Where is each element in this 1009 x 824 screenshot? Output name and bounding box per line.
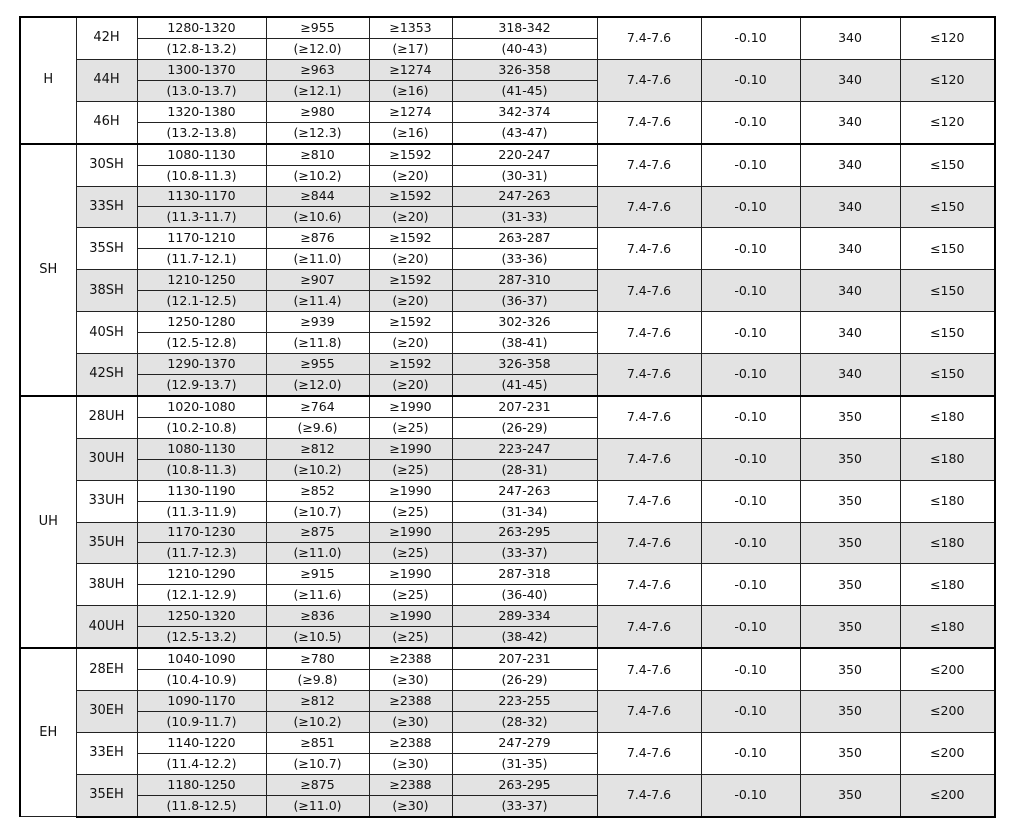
bhmax-mgoe-cell: (38-42) (452, 627, 597, 648)
table-row (20, 774, 995, 795)
bhmax-mgoe-cell: (36-37) (452, 291, 597, 312)
hcj-cell: ≥1592 (369, 186, 452, 207)
hcj-koe-cell: (≥30) (369, 753, 452, 774)
br-cell: 1300-1370 (137, 59, 266, 80)
grade-cell: 38SH (76, 270, 137, 312)
density-cell: 7.4-7.6 (597, 606, 701, 648)
density-cell: 7.4-7.6 (597, 438, 701, 480)
temperature-cell: 350 (800, 438, 900, 480)
density-cell: 7.4-7.6 (597, 480, 701, 522)
density-cell: 7.4-7.6 (597, 17, 701, 59)
hcb-koe-cell: (≥10.2) (266, 711, 369, 732)
bhmax-mgoe-cell: (41-45) (452, 80, 597, 101)
temperature-cell: 350 (800, 648, 900, 690)
hcj-koe-cell: (≥20) (369, 374, 452, 395)
magnet-grade-table (19, 16, 996, 818)
table-row (20, 186, 995, 207)
grade-cell: 42SH (76, 354, 137, 396)
hcb-cell: ≥844 (266, 186, 369, 207)
bhmax-cell: 223-255 (452, 691, 597, 712)
max-temp-cell: ≤150 (900, 354, 995, 396)
hcb-koe-cell: (≥11.0) (266, 249, 369, 270)
max-temp-cell: ≤150 (900, 228, 995, 270)
hcj-koe-cell: (≥20) (369, 291, 452, 312)
br-cell: 1280-1320 (137, 17, 266, 38)
br-cell: 1090-1170 (137, 691, 266, 712)
br-cell: 1130-1170 (137, 186, 266, 207)
coefficient-cell: -0.10 (701, 564, 800, 606)
bhmax-mgoe-cell: (36-40) (452, 585, 597, 606)
table-row (20, 144, 995, 165)
hcj-koe-cell: (≥30) (369, 711, 452, 732)
br-kgs-cell: (12.8-13.2) (137, 38, 266, 59)
grade-cell: 38UH (76, 564, 137, 606)
hcb-koe-cell: (≥10.2) (266, 165, 369, 186)
max-temp-cell: ≤120 (900, 59, 995, 101)
br-kgs-cell: (10.4-10.9) (137, 670, 266, 691)
max-temp-cell: ≤150 (900, 144, 995, 186)
hcj-cell: ≥1592 (369, 144, 452, 165)
hcb-cell: ≥780 (266, 648, 369, 669)
grade-cell: 35SH (76, 228, 137, 270)
density-cell: 7.4-7.6 (597, 312, 701, 354)
hcb-cell: ≥875 (266, 774, 369, 795)
density-cell: 7.4-7.6 (597, 691, 701, 733)
temperature-cell: 350 (800, 774, 900, 816)
bhmax-mgoe-cell: (38-41) (452, 333, 597, 354)
bhmax-mgoe-cell: (28-31) (452, 459, 597, 480)
hcj-koe-cell: (≥20) (369, 207, 452, 228)
coefficient-cell: -0.10 (701, 59, 800, 101)
hcb-cell: ≥875 (266, 522, 369, 543)
br-kgs-cell: (11.3-11.9) (137, 501, 266, 522)
br-cell: 1040-1090 (137, 648, 266, 669)
hcj-cell: ≥1990 (369, 396, 452, 417)
temperature-cell: 340 (800, 59, 900, 101)
hcb-koe-cell: (≥11.4) (266, 291, 369, 312)
hcj-cell: ≥1274 (369, 101, 452, 122)
hcj-koe-cell: (≥17) (369, 38, 452, 59)
hcj-koe-cell: (≥25) (369, 585, 452, 606)
br-cell: 1130-1190 (137, 480, 266, 501)
bhmax-cell: 342-374 (452, 101, 597, 122)
hcj-koe-cell: (≥30) (369, 795, 452, 816)
table-row (20, 59, 995, 80)
coefficient-cell: -0.10 (701, 101, 800, 143)
grade-cell: 35UH (76, 522, 137, 564)
coefficient-cell: -0.10 (701, 691, 800, 733)
grade-cell: 28EH (76, 648, 137, 690)
table-body (20, 17, 995, 817)
max-temp-cell: ≤180 (900, 438, 995, 480)
temperature-cell: 350 (800, 480, 900, 522)
max-temp-cell: ≤200 (900, 774, 995, 816)
table-row (20, 480, 995, 501)
bhmax-cell: 263-295 (452, 522, 597, 543)
hcb-cell: ≥851 (266, 732, 369, 753)
table-row (20, 438, 995, 459)
temperature-cell: 350 (800, 691, 900, 733)
grade-cell: 30UH (76, 438, 137, 480)
hcb-cell: ≥812 (266, 691, 369, 712)
hcj-koe-cell: (≥16) (369, 80, 452, 101)
max-temp-cell: ≤200 (900, 648, 995, 690)
coefficient-cell: -0.10 (701, 438, 800, 480)
bhmax-mgoe-cell: (28-32) (452, 711, 597, 732)
hcj-koe-cell: (≥25) (369, 417, 452, 438)
coefficient-cell: -0.10 (701, 228, 800, 270)
bhmax-cell: 318-342 (452, 17, 597, 38)
hcj-cell: ≥1990 (369, 564, 452, 585)
bhmax-cell: 207-231 (452, 396, 597, 417)
density-cell: 7.4-7.6 (597, 270, 701, 312)
coefficient-cell: -0.10 (701, 312, 800, 354)
coefficient-cell: -0.10 (701, 354, 800, 396)
coefficient-cell: -0.10 (701, 732, 800, 774)
bhmax-cell: 263-295 (452, 774, 597, 795)
temperature-cell: 340 (800, 228, 900, 270)
density-cell: 7.4-7.6 (597, 59, 701, 101)
temperature-cell: 340 (800, 186, 900, 228)
hcb-koe-cell: (≥10.7) (266, 753, 369, 774)
table-row (20, 354, 995, 375)
table-row (20, 228, 995, 249)
temperature-cell: 350 (800, 522, 900, 564)
br-kgs-cell: (11.3-11.7) (137, 207, 266, 228)
hcj-cell: ≥2388 (369, 648, 452, 669)
temperature-cell: 340 (800, 312, 900, 354)
hcb-koe-cell: (≥11.8) (266, 333, 369, 354)
coefficient-cell: -0.10 (701, 648, 800, 690)
max-temp-cell: ≤120 (900, 101, 995, 143)
grade-cell: 44H (76, 59, 137, 101)
coefficient-cell: -0.10 (701, 396, 800, 438)
br-kgs-cell: (12.1-12.9) (137, 585, 266, 606)
br-kgs-cell: (13.2-13.8) (137, 122, 266, 143)
coefficient-cell: -0.10 (701, 144, 800, 186)
br-cell: 1320-1380 (137, 101, 266, 122)
table-row (20, 522, 995, 543)
br-cell: 1250-1320 (137, 606, 266, 627)
br-cell: 1170-1210 (137, 228, 266, 249)
grade-cell: 30SH (76, 144, 137, 186)
br-kgs-cell: (11.7-12.1) (137, 249, 266, 270)
hcj-cell: ≥1990 (369, 480, 452, 501)
table-row (20, 564, 995, 585)
grade-cell: 28UH (76, 396, 137, 438)
bhmax-mgoe-cell: (40-43) (452, 38, 597, 59)
br-kgs-cell: (12.1-12.5) (137, 291, 266, 312)
bhmax-cell: 326-358 (452, 59, 597, 80)
hcj-koe-cell: (≥25) (369, 501, 452, 522)
br-kgs-cell: (11.4-12.2) (137, 753, 266, 774)
br-cell: 1140-1220 (137, 732, 266, 753)
hcb-koe-cell: (≥12.1) (266, 80, 369, 101)
bhmax-mgoe-cell: (43-47) (452, 122, 597, 143)
series-label: SH (20, 144, 76, 396)
bhmax-mgoe-cell: (30-31) (452, 165, 597, 186)
hcb-cell: ≥980 (266, 101, 369, 122)
density-cell: 7.4-7.6 (597, 564, 701, 606)
max-temp-cell: ≤150 (900, 312, 995, 354)
coefficient-cell: -0.10 (701, 522, 800, 564)
hcj-cell: ≥1592 (369, 354, 452, 375)
hcb-koe-cell: (≥9.8) (266, 670, 369, 691)
grade-cell: 33SH (76, 186, 137, 228)
series-label: EH (20, 648, 76, 817)
bhmax-cell: 302-326 (452, 312, 597, 333)
hcb-koe-cell: (≥11.6) (266, 585, 369, 606)
max-temp-cell: ≤180 (900, 606, 995, 648)
bhmax-cell: 287-318 (452, 564, 597, 585)
bhmax-cell: 247-263 (452, 480, 597, 501)
hcb-koe-cell: (≥10.6) (266, 207, 369, 228)
coefficient-cell: -0.10 (701, 606, 800, 648)
hcb-koe-cell: (≥11.0) (266, 543, 369, 564)
bhmax-cell: 263-287 (452, 228, 597, 249)
bhmax-mgoe-cell: (31-35) (452, 753, 597, 774)
temperature-cell: 340 (800, 17, 900, 59)
hcj-koe-cell: (≥30) (369, 670, 452, 691)
grade-cell: 35EH (76, 774, 137, 816)
hcb-cell: ≥812 (266, 438, 369, 459)
br-cell: 1180-1250 (137, 774, 266, 795)
br-kgs-cell: (10.8-11.3) (137, 459, 266, 480)
br-kgs-cell: (12.5-12.8) (137, 333, 266, 354)
hcj-cell: ≥2388 (369, 774, 452, 795)
hcb-cell: ≥963 (266, 59, 369, 80)
hcb-koe-cell: (≥12.3) (266, 122, 369, 143)
max-temp-cell: ≤180 (900, 396, 995, 438)
bhmax-cell: 326-358 (452, 354, 597, 375)
density-cell: 7.4-7.6 (597, 396, 701, 438)
bhmax-mgoe-cell: (41-45) (452, 374, 597, 395)
bhmax-cell: 289-334 (452, 606, 597, 627)
grade-cell: 40SH (76, 312, 137, 354)
hcj-cell: ≥1592 (369, 312, 452, 333)
coefficient-cell: -0.10 (701, 186, 800, 228)
hcb-cell: ≥955 (266, 354, 369, 375)
grade-cell: 30EH (76, 691, 137, 733)
hcj-koe-cell: (≥20) (369, 165, 452, 186)
max-temp-cell: ≤180 (900, 480, 995, 522)
temperature-cell: 340 (800, 354, 900, 396)
temperature-cell: 350 (800, 732, 900, 774)
max-temp-cell: ≤150 (900, 186, 995, 228)
density-cell: 7.4-7.6 (597, 101, 701, 143)
hcb-koe-cell: (≥10.2) (266, 459, 369, 480)
temperature-cell: 350 (800, 606, 900, 648)
bhmax-cell: 223-247 (452, 438, 597, 459)
temperature-cell: 350 (800, 564, 900, 606)
max-temp-cell: ≤180 (900, 564, 995, 606)
hcj-cell: ≥1990 (369, 522, 452, 543)
hcj-cell: ≥1274 (369, 59, 452, 80)
grade-cell: 33EH (76, 732, 137, 774)
temperature-cell: 340 (800, 270, 900, 312)
br-cell: 1210-1250 (137, 270, 266, 291)
hcb-koe-cell: (≥9.6) (266, 417, 369, 438)
hcj-cell: ≥1592 (369, 228, 452, 249)
density-cell: 7.4-7.6 (597, 186, 701, 228)
table-row (20, 312, 995, 333)
hcj-cell: ≥1990 (369, 438, 452, 459)
hcj-cell: ≥1990 (369, 606, 452, 627)
max-temp-cell: ≤180 (900, 522, 995, 564)
hcj-koe-cell: (≥20) (369, 249, 452, 270)
br-kgs-cell: (11.7-12.3) (137, 543, 266, 564)
hcj-koe-cell: (≥20) (369, 333, 452, 354)
hcb-koe-cell: (≥12.0) (266, 374, 369, 395)
br-cell: 1170-1230 (137, 522, 266, 543)
br-kgs-cell: (11.8-12.5) (137, 795, 266, 816)
hcb-koe-cell: (≥10.7) (266, 501, 369, 522)
table-row (20, 691, 995, 712)
coefficient-cell: -0.10 (701, 774, 800, 816)
table-row (20, 270, 995, 291)
hcb-koe-cell: (≥10.5) (266, 627, 369, 648)
hcb-cell: ≥955 (266, 17, 369, 38)
grade-cell: 42H (76, 17, 137, 59)
br-kgs-cell: (12.9-13.7) (137, 374, 266, 395)
series-label: UH (20, 396, 76, 648)
br-cell: 1020-1080 (137, 396, 266, 417)
hcj-cell: ≥1353 (369, 17, 452, 38)
density-cell: 7.4-7.6 (597, 732, 701, 774)
br-kgs-cell: (10.9-11.7) (137, 711, 266, 732)
bhmax-cell: 220-247 (452, 144, 597, 165)
temperature-cell: 340 (800, 101, 900, 143)
coefficient-cell: -0.10 (701, 480, 800, 522)
table-row (20, 606, 995, 627)
hcj-koe-cell: (≥25) (369, 543, 452, 564)
grade-cell: 40UH (76, 606, 137, 648)
hcj-cell: ≥2388 (369, 691, 452, 712)
br-cell: 1080-1130 (137, 438, 266, 459)
table-row (20, 396, 995, 417)
hcb-cell: ≥852 (266, 480, 369, 501)
bhmax-mgoe-cell: (33-36) (452, 249, 597, 270)
table-row (20, 17, 995, 38)
hcj-koe-cell: (≥25) (369, 627, 452, 648)
hcb-koe-cell: (≥12.0) (266, 38, 369, 59)
density-cell: 7.4-7.6 (597, 774, 701, 816)
table-row (20, 648, 995, 669)
table-row (20, 101, 995, 122)
bhmax-mgoe-cell: (33-37) (452, 795, 597, 816)
density-cell: 7.4-7.6 (597, 144, 701, 186)
hcb-cell: ≥939 (266, 312, 369, 333)
hcj-koe-cell: (≥16) (369, 122, 452, 143)
hcj-cell: ≥1592 (369, 270, 452, 291)
hcj-cell: ≥2388 (369, 732, 452, 753)
hcb-cell: ≥836 (266, 606, 369, 627)
hcj-koe-cell: (≥25) (369, 459, 452, 480)
br-kgs-cell: (12.5-13.2) (137, 627, 266, 648)
hcb-cell: ≥876 (266, 228, 369, 249)
bhmax-cell: 247-279 (452, 732, 597, 753)
br-kgs-cell: (13.0-13.7) (137, 80, 266, 101)
hcb-cell: ≥810 (266, 144, 369, 165)
br-cell: 1080-1130 (137, 144, 266, 165)
hcb-cell: ≥907 (266, 270, 369, 291)
temperature-cell: 340 (800, 144, 900, 186)
grade-cell: 33UH (76, 480, 137, 522)
bhmax-mgoe-cell: (33-37) (452, 543, 597, 564)
bhmax-mgoe-cell: (26-29) (452, 670, 597, 691)
max-temp-cell: ≤200 (900, 691, 995, 733)
bhmax-cell: 207-231 (452, 648, 597, 669)
br-kgs-cell: (10.8-11.3) (137, 165, 266, 186)
hcb-cell: ≥764 (266, 396, 369, 417)
grade-cell: 46H (76, 101, 137, 143)
br-cell: 1210-1290 (137, 564, 266, 585)
coefficient-cell: -0.10 (701, 270, 800, 312)
max-temp-cell: ≤150 (900, 270, 995, 312)
density-cell: 7.4-7.6 (597, 648, 701, 690)
hcb-koe-cell: (≥11.0) (266, 795, 369, 816)
hcb-cell: ≥915 (266, 564, 369, 585)
br-cell: 1250-1280 (137, 312, 266, 333)
density-cell: 7.4-7.6 (597, 522, 701, 564)
bhmax-cell: 287-310 (452, 270, 597, 291)
series-label: H (20, 17, 76, 144)
bhmax-mgoe-cell: (31-33) (452, 207, 597, 228)
bhmax-mgoe-cell: (26-29) (452, 417, 597, 438)
max-temp-cell: ≤120 (900, 17, 995, 59)
br-kgs-cell: (10.2-10.8) (137, 417, 266, 438)
table-row (20, 732, 995, 753)
density-cell: 7.4-7.6 (597, 228, 701, 270)
max-temp-cell: ≤200 (900, 732, 995, 774)
bhmax-cell: 247-263 (452, 186, 597, 207)
coefficient-cell: -0.10 (701, 17, 800, 59)
temperature-cell: 350 (800, 396, 900, 438)
bhmax-mgoe-cell: (31-34) (452, 501, 597, 522)
density-cell: 7.4-7.6 (597, 354, 701, 396)
br-cell: 1290-1370 (137, 354, 266, 375)
